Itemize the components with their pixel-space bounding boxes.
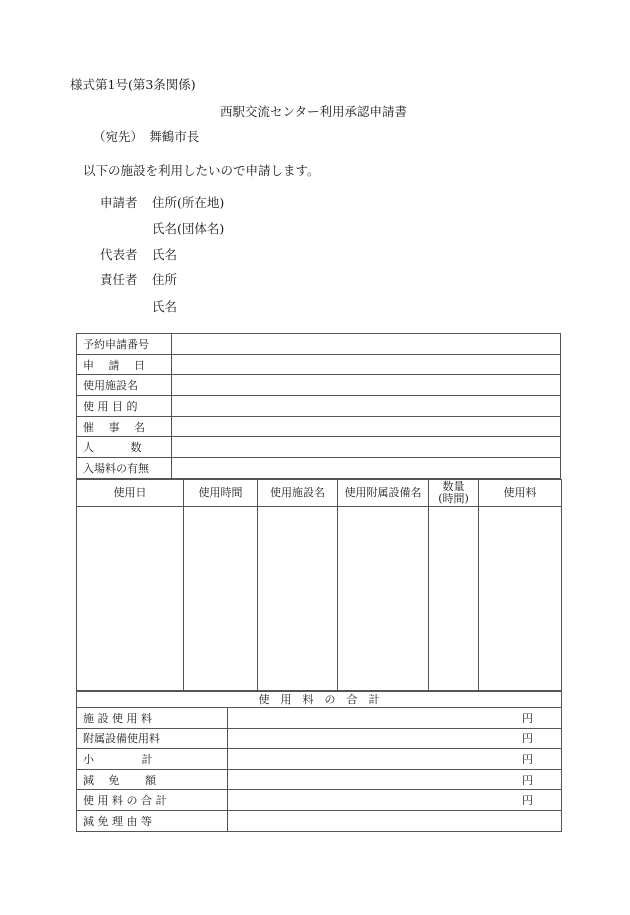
header-facility-name: 使用施設名 [258,480,338,507]
table-row [77,810,562,831]
facility-name-cell[interactable] [258,507,338,692]
table-row [77,416,561,437]
table-row [77,790,562,811]
representative-name-label: 氏名 [152,247,178,262]
table-row [77,334,561,355]
header-usage-date: 使用日 [77,480,184,507]
value-field[interactable] [172,416,561,437]
row-label: 小 計 [77,749,228,770]
row-label: 施 設 使 用 料 [77,708,228,729]
amount-field[interactable]: 円 [228,769,562,790]
value-field[interactable] [172,375,561,396]
document-title: 西駅交流センター利用承認申請書 [220,104,408,119]
row-label: 使用施設名 [77,375,172,396]
intro-statement: 以下の施設を利用したいので申請します。 [83,163,320,178]
row-label: 人 数 [77,437,172,458]
row-label: 減 免 理 由 等 [77,810,228,831]
row-label: 入場料の有無 [77,458,172,479]
amount-field[interactable]: 円 [228,790,562,811]
applicant-name-label: 氏名(団体名) [152,221,225,236]
row-label: 使 用 目 的 [77,396,172,417]
table-row [77,769,562,790]
value-field[interactable] [172,437,561,458]
header-fee: 使用料 [479,480,562,507]
value-field[interactable] [172,334,561,355]
representative-role-label: 代表者 [100,247,138,262]
table-row [77,708,562,729]
applicant-address-label: 住所(所在地) [152,195,225,210]
header-quantity [429,480,479,507]
value-field[interactable] [172,458,561,479]
row-label: 使 用 料 の 合 計 [77,790,228,811]
fee-summary-heading: 使 用 料 の 合 計 [77,691,562,708]
reduction-reason-field[interactable] [228,810,562,831]
table-header-row [77,480,562,507]
usage-detail-table [76,479,562,692]
table-row [77,396,561,417]
table-row [77,749,562,770]
form-number: 様式第1号(第3条関係) [70,77,196,92]
table-row [77,458,561,479]
table-row [77,375,561,396]
applicant-role-label: 申請者 [100,195,138,210]
row-label: 催 事 名 [77,416,172,437]
header-quantity-line1: 数量 [442,480,465,494]
fee-cell[interactable] [479,507,562,692]
amount-field[interactable]: 円 [228,708,562,729]
table-row [77,354,561,375]
equipment-name-cell[interactable] [338,507,429,692]
table-row [77,507,562,692]
table-row [77,437,561,458]
responsible-name-label: 氏名 [152,299,178,314]
responsible-role-label: 責任者 [100,272,138,287]
row-label: 減 免 額 [77,769,228,790]
value-field[interactable] [172,354,561,375]
responsible-address-label: 住所 [152,272,178,287]
application-info-table [76,333,561,479]
addressee: （宛先） 舞鶴市長 [93,129,200,144]
header-quantity-line2: (時間) [438,492,469,505]
row-label: 附属設備使用料 [77,728,228,749]
value-field[interactable] [172,396,561,417]
header-equipment-name: 使用附属設備名 [338,480,429,507]
usage-date-cell[interactable] [77,507,184,692]
quantity-cell[interactable] [429,507,479,692]
table-header-row [77,691,562,708]
table-row [77,728,562,749]
row-label: 予約申請番号 [77,334,172,355]
header-usage-time: 使用時間 [184,480,258,507]
amount-field[interactable]: 円 [228,749,562,770]
row-label: 申 請 日 [77,354,172,375]
usage-time-cell[interactable] [184,507,258,692]
fee-summary-table [76,690,562,832]
amount-field[interactable]: 円 [228,728,562,749]
